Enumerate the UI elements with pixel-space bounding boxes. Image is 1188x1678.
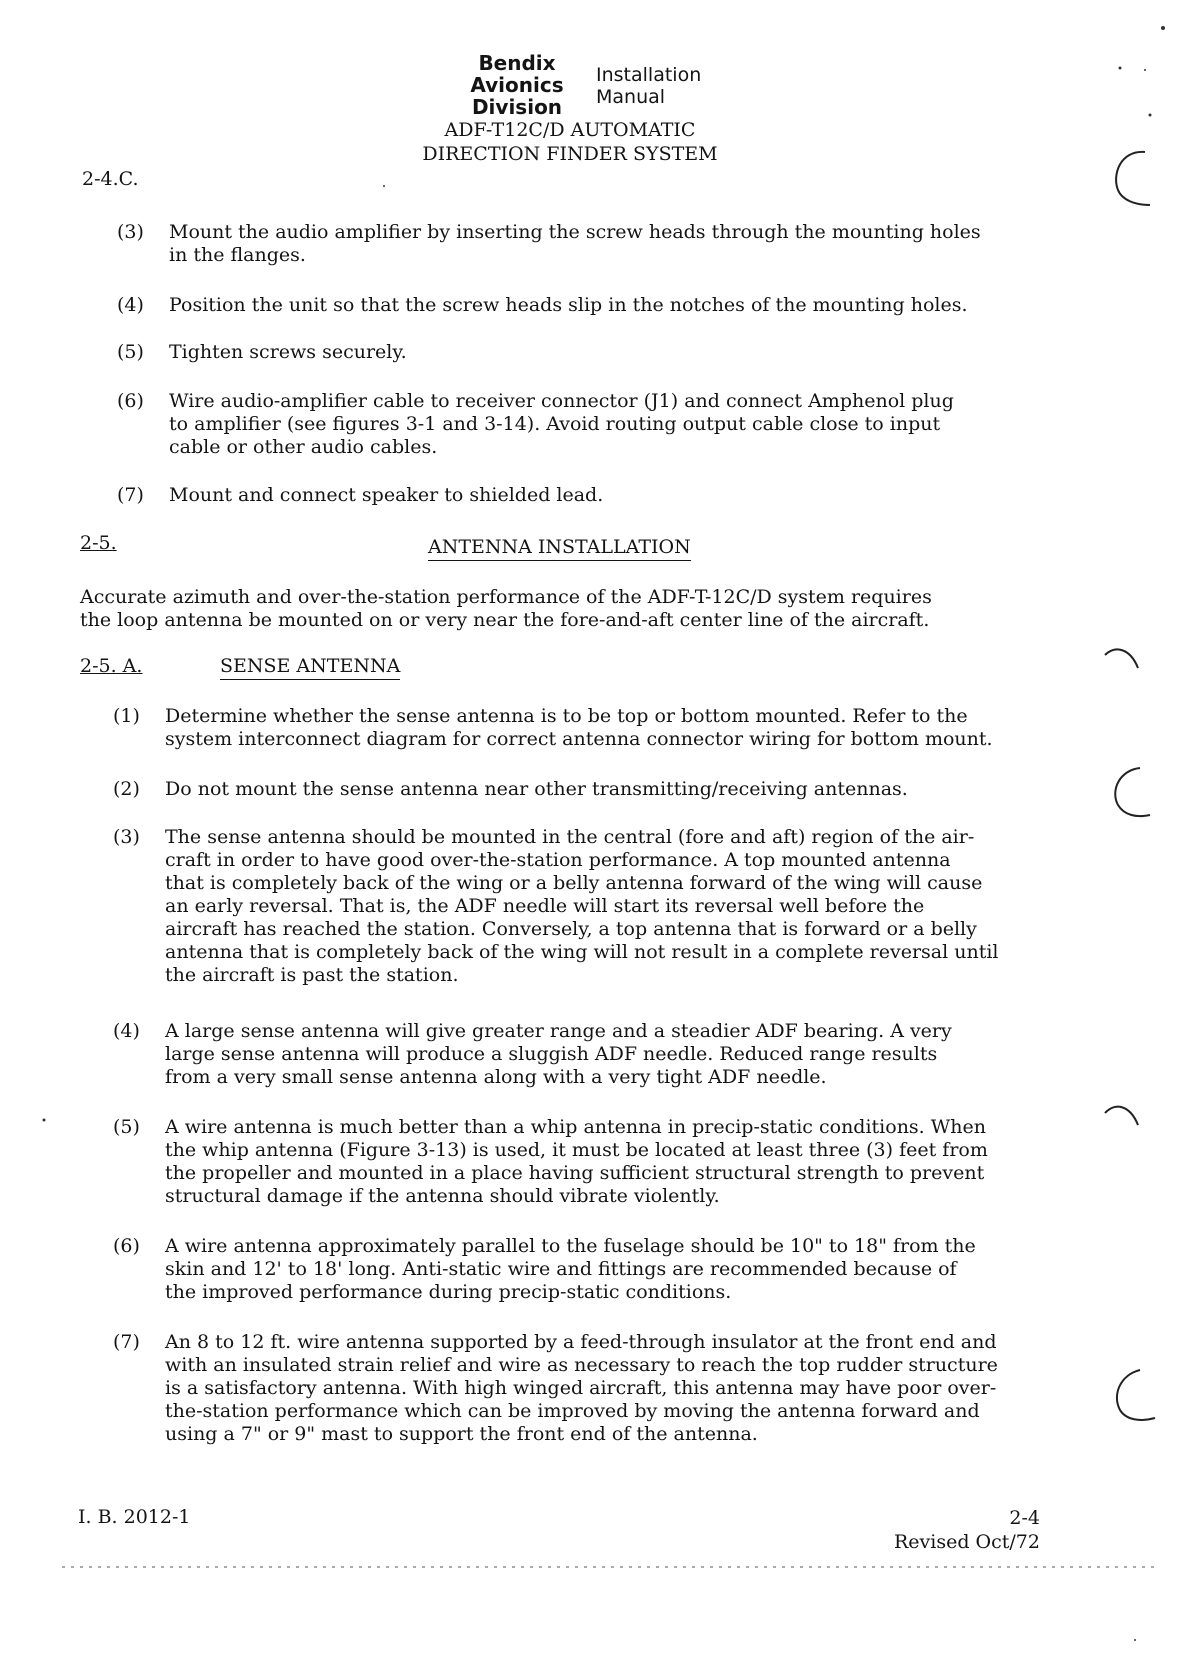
text-line: the aircraft is past the station. <box>165 964 459 986</box>
brand-line-2: Avionics <box>470 73 564 97</box>
text-line: is a satisfactory antenna. With high winged aircraft, this antenna may have poor over- <box>165 1377 997 1399</box>
text-line: Mount and connect speaker to shielded lead. <box>169 484 604 506</box>
text-line: Determine whether the sense antenna is to be top or bottom mounted. Refer to the <box>165 705 968 727</box>
section-reference: 2-4.C. <box>82 168 139 190</box>
section-number: 2-5. <box>80 532 117 554</box>
text-line: the-station performance which can be improved by moving the antenna forward and <box>165 1400 980 1422</box>
text-line: system interconnect diagram for correct antenna connector wiring for bottom mount. <box>165 728 993 750</box>
item-number: (7) <box>113 1331 140 1353</box>
manual-line-2: Manual <box>596 86 666 108</box>
text-line: A large sense antenna will give greater range and a steadier ADF bearing. A very <box>165 1020 952 1042</box>
text-line: from a very small sense antenna along with a very tight ADF needle. <box>165 1066 827 1088</box>
item-text <box>165 1331 998 1446</box>
scan-speck <box>1161 26 1165 30</box>
company-logo <box>447 52 587 118</box>
brand-line-3: Division <box>471 95 563 119</box>
binder-hole-mark <box>1117 1370 1155 1420</box>
item-number: (4) <box>117 294 144 316</box>
manual-line-1: Installation <box>596 64 702 86</box>
text-line: in the flanges. <box>169 244 306 266</box>
text-line: Position the unit so that the screw heads slip in the notches of the mounting holes. <box>169 294 968 316</box>
item-text <box>169 341 407 364</box>
text-line: A wire antenna approximately parallel to the fuselage should be 10" to 18" from the <box>165 1235 976 1257</box>
text-line: Mount the audio amplifier by inserting the screw heads through the mounting holes <box>169 221 981 243</box>
scan-speck <box>43 1119 46 1122</box>
text-line: Accurate azimuth and over-the-station performance of the ADF-T-12C/D system requires <box>80 586 932 608</box>
text-line: large sense antenna will produce a sluggish ADF needle. Reduced range results <box>165 1043 938 1065</box>
scan-speck <box>1149 114 1152 117</box>
binder-hole-mark <box>1105 649 1138 668</box>
text-line: Wire audio-amplifier cable to receiver connector (J1) and connect Amphenol plug <box>169 390 954 412</box>
manual-label <box>596 64 701 108</box>
text-line: to amplifier (see figures 3-1 and 3-14). Avoid routing output cable close to input <box>169 413 941 435</box>
document-id: I. B. 2012-1 <box>78 1506 191 1528</box>
title-line-2: DIRECTION FINDER SYSTEM <box>422 143 718 165</box>
binder-hole-mark <box>1105 1107 1138 1125</box>
page-number: 2-4 <box>1009 1507 1040 1529</box>
document-title <box>380 118 760 166</box>
text-line: with an insulated strain relief and wire as necessary to reach the top rudder structure <box>165 1354 998 1376</box>
text-line: A wire antenna is much better than a whip antenna in precip-static conditions. When <box>165 1116 987 1138</box>
text-line: The sense antenna should be mounted in the central (fore and aft) region of the air- <box>165 826 975 848</box>
item-number: (2) <box>113 778 140 800</box>
section-title: ANTENNA INSTALLATION <box>428 536 691 561</box>
text-line: using a 7" or 9" mast to support the front end of the antenna. <box>165 1423 758 1445</box>
item-text <box>165 1116 988 1208</box>
item-number: (4) <box>113 1020 140 1042</box>
item-text <box>165 1020 952 1089</box>
item-number: (5) <box>113 1116 140 1138</box>
text-line: aircraft has reached the station. Conversely, a top antenna that is forward or a belly <box>165 918 977 940</box>
item-text <box>169 221 981 267</box>
subsection-title: SENSE ANTENNA <box>220 655 400 680</box>
item-number: (7) <box>117 484 144 506</box>
binder-hole-mark <box>1116 152 1150 205</box>
text-line: skin and 12' to 18' long. Anti-static wire and fittings are recommended because of <box>165 1258 957 1280</box>
text-line: the improved performance during precip-static conditions. <box>165 1281 732 1303</box>
item-text <box>169 484 603 507</box>
section-paragraph <box>80 586 1060 632</box>
item-text <box>169 390 954 459</box>
scan-speck <box>1144 69 1146 71</box>
revision-date: Revised Oct/72 <box>894 1531 1040 1553</box>
item-text <box>165 705 993 751</box>
scan-speck <box>1119 67 1122 70</box>
item-number: (6) <box>113 1235 140 1257</box>
item-text <box>165 1235 976 1304</box>
page-footer-right <box>880 1506 1040 1554</box>
title-line-1: ADF-T12C/D AUTOMATIC <box>444 119 696 141</box>
brand-line-1: Bendix <box>478 51 556 75</box>
item-text <box>165 826 998 987</box>
binder-hole-mark <box>1115 768 1150 816</box>
item-number: (5) <box>117 341 144 363</box>
item-number: (1) <box>113 705 140 727</box>
text-line: Do not mount the sense antenna near other transmitting/receiving antennas. <box>165 778 908 800</box>
text-line: the whip antenna (Figure 3-13) is used, it must be located at least three (3) feet from <box>165 1139 988 1161</box>
text-line: craft in order to have good over-the-station performance. A top mounted antenna <box>165 849 951 871</box>
text-line: the propeller and mounted in a place having sufficient structural strength to prevent <box>165 1162 985 1184</box>
item-number: (6) <box>117 390 144 412</box>
text-line: cable or other audio cables. <box>169 436 438 458</box>
text-line: an early reversal. That is, the ADF needle will start its reversal well before the <box>165 895 925 917</box>
text-line: An 8 to 12 ft. wire antenna supported by a feed-through insulator at the front end and <box>165 1331 997 1353</box>
item-number: (3) <box>113 826 140 848</box>
text-line: structural damage if the antenna should vibrate violently. <box>165 1185 720 1207</box>
text-line: the loop antenna be mounted on or very near the fore-and-aft center line of the aircraft. <box>80 609 930 631</box>
subsection-number: 2-5. A. <box>80 655 143 677</box>
item-text <box>169 294 968 317</box>
text-line: antenna that is completely back of the wing will not result in a complete reversal until <box>165 941 999 963</box>
text-line: that is completely back of the wing or a belly antenna forward of the wing will cause <box>165 872 983 894</box>
item-text <box>165 778 908 801</box>
scan-speck <box>1134 1639 1136 1641</box>
text-line: Tighten screws securely. <box>169 341 407 363</box>
item-number: (3) <box>117 221 144 243</box>
scan-speck <box>383 185 385 187</box>
